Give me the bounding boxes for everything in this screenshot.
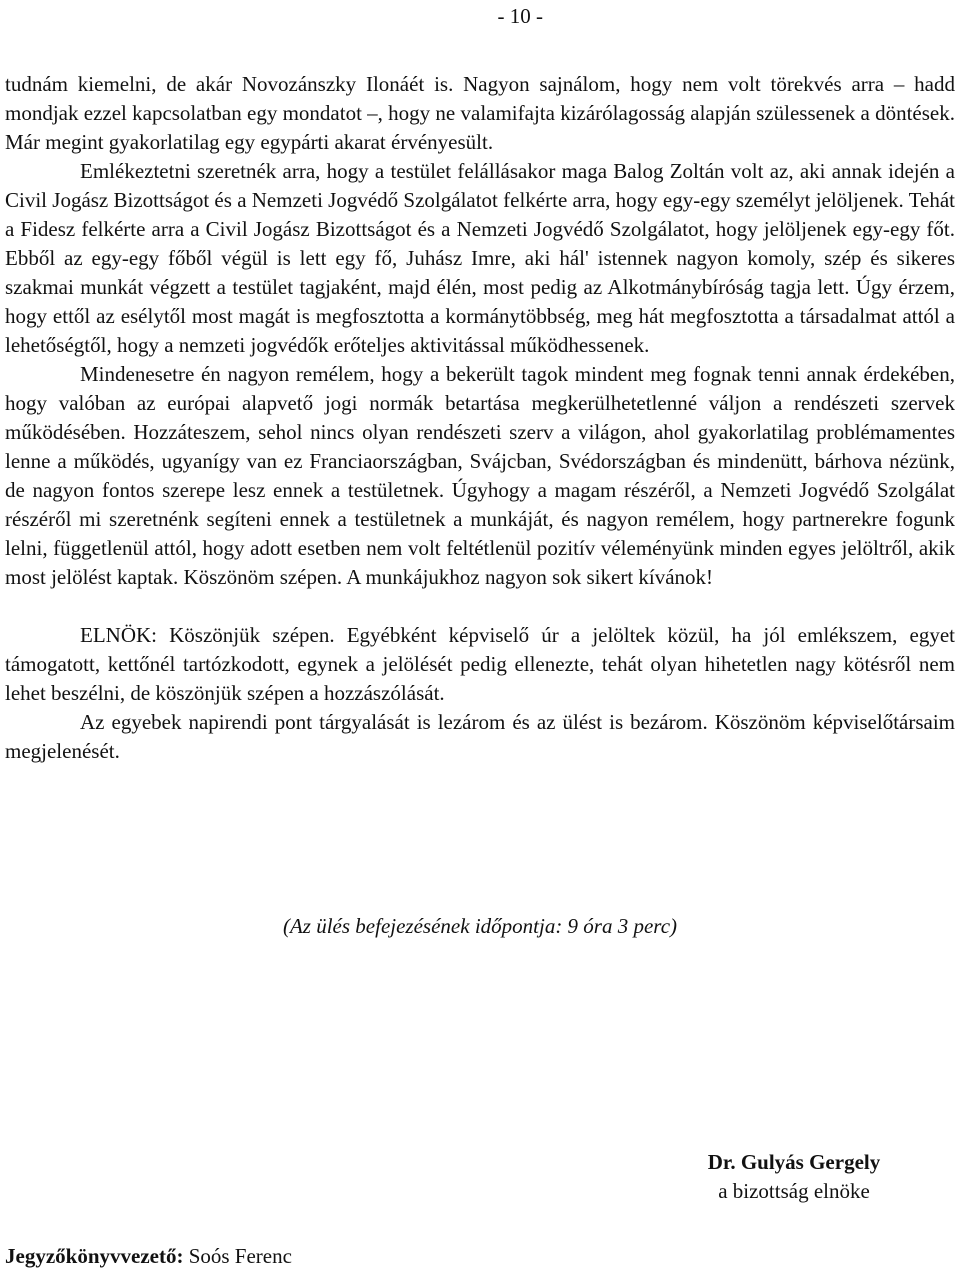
paragraph-continuation: tudnám kiemelni, de akár Novozánszky Ilonáét is. Nagyon sajnálom, hogy nem volt törekvés arra – hadd mondjak ezzel kapcsolatban egy mondatot –, hogy ne valamifajta kizárólagosság alapján szülessenek a döntések. Már megint gyakorlatilag egy egypárti akarat érvényesült. xyxy=(5,72,955,154)
document-body xyxy=(5,70,955,766)
signatory-name: Dr. Gulyás Gergely xyxy=(707,1150,881,1174)
paragraph-chair-response: ELNÖK: Köszönjük szépen. Egyébként képviselő úr a jelöltek közül, ha jól emlékszem, egyet támogatott, kettőnél tartózkodott, egynek a jelölését pedig ellenezte, tehát olyan hihetetlen nagy kötésről nem lehet beszélni, de köszönjük szépen a hozzászólását. xyxy=(5,623,955,705)
paragraph: Emlékeztetni szeretnék arra, hogy a testület felállásakor maga Balog Zoltán volt az, aki annak idején a Civil Jogász Bizottságot és a Nemzeti Jogvédő Szolgálatot felkérte arra, hogy egy-egy személyt jelöljenek. Tehát a Fidesz felkérte arra a Civil Jogász Bizottságot és a Nemzeti Jogvédő Szolgálatot, hogy jelöljenek egy-egy főt. Ebből az egy-egy főből végül is lett egy fő, Juhász Imre, aki hál' istennek nagyon komoly, szép és sikeres szakmai munkát végzett a testület tagjaként, majd élén, most pedig az Alkotmánybíróság tagja lett. Úgy érzem, hogy ettől az esélytől most magát is megfosztotta a kormánytöbbség, meg hát megfosztotta a társadalmat attól a lehetőségtől, hogy a nemzeti jogvédők erőteljes aktivitással működhessenek. xyxy=(5,159,955,357)
recorder-name: Soós Ferenc xyxy=(188,1244,292,1268)
minutes-recorder xyxy=(5,1242,292,1271)
closing-time-note: (Az ülés befejezésének időpontja: 9 óra 3 perc) xyxy=(282,914,678,938)
page-number: - 10 - xyxy=(497,4,543,28)
recorder-label: Jegyzőkönyvvezető: xyxy=(5,1244,184,1268)
signatory-role: a bizottság elnöke xyxy=(718,1179,870,1203)
paragraph-closing: Az egyebek napirendi pont tárgyalását is lezárom és az ülést is bezárom. Köszönöm képviselőtársaim megjelenését. xyxy=(5,710,955,763)
paragraph: Mindenesetre én nagyon remélem, hogy a bekerült tagok mindent meg fognak tenni annak érdekében, hogy valóban az európai alapvető jogi normák betartása megkerülhetetlenné váljon a rendészeti szervek működésében. Hozzáteszem, sehol nincs olyan rendészeti szerv a világon, ahol gyakorlatilag problémamentes lenne a működés, ugyanígy van ez Franciaországban, Svájcban, Svédországban és mindenütt, bárhova nézünk, de nagyon fontos szerepe lesz ennek a testületnek. Úgyhogy a magam részéről, a Nemzeti Jogvédő Szolgálat részéről mi szeretnénk segíteni ennek a testületnek a munkáját, és nagyon remélem, hogy partnerekre fogunk lelni, függetlenül attól, hogy adott esetben nem volt feltétlenül pozitív véleményünk minden egyes jelöltről, akik most jelölést kaptak. Köszönöm szépen. A munkájukhoz nagyon sok sikert kívánok! xyxy=(5,362,955,589)
signature-block xyxy=(672,1148,916,1206)
